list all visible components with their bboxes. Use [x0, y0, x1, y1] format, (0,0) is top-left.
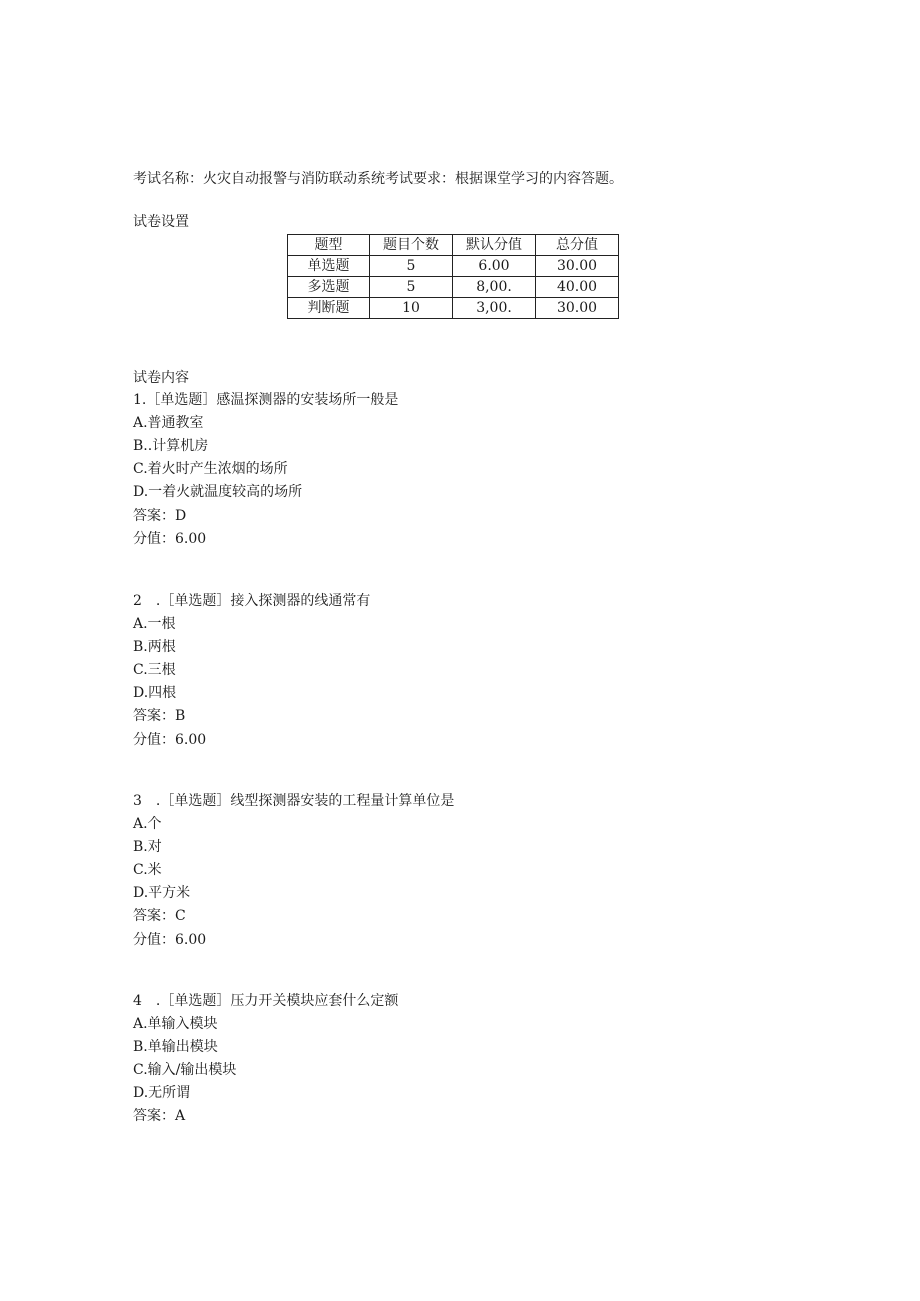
table-header-cell: 默认分值 [453, 235, 536, 256]
question-option: C.米 [133, 862, 162, 878]
table-header-cell: 总分值 [536, 235, 619, 256]
question-option: D.无所谓 [133, 1085, 191, 1101]
table-cell: 6.00 [453, 256, 536, 277]
table-row [288, 298, 619, 319]
question-option: A.个 [133, 816, 162, 832]
question-answer: 答案：B [133, 708, 186, 724]
exam-info-line: 考试名称：火灾自动报警与消防联动系统考试要求：根据课堂学习的内容答题。 [133, 171, 623, 187]
content-title: 试卷内容 [133, 370, 189, 386]
question-option: D.四根 [133, 685, 177, 701]
question-option: C.着火时产生浓烟的场所 [133, 461, 288, 477]
question-option: A.单输入模块 [133, 1016, 218, 1032]
question-option: B.对 [133, 839, 162, 855]
question-option: D.平方米 [133, 885, 191, 901]
table-cell: 10 [370, 298, 453, 319]
table-header-row [288, 235, 619, 256]
settings-table [287, 234, 619, 319]
question-title: 3 .［单选题］线型探测器安装的工程量计算单位是 [133, 793, 455, 809]
question-option: D.一着火就温度较高的场所 [133, 484, 303, 500]
settings-title: 试卷设置 [133, 214, 189, 230]
question-answer: 答案：D [133, 508, 187, 524]
table-header-cell: 题目个数 [370, 235, 453, 256]
table-cell: 30.00 [536, 256, 619, 277]
question-title: 1.［单选题］感温探测器的安装场所一般是 [133, 392, 399, 408]
question-title: 4 .［单选题］压力开关模块应套什么定额 [133, 993, 399, 1009]
table-cell: 30.00 [536, 298, 619, 319]
table-header-cell: 题型 [288, 235, 370, 256]
question-option: B.单输出模块 [133, 1039, 218, 1055]
question-score: 分值：6.00 [133, 932, 207, 948]
table-cell: 多选题 [288, 277, 370, 298]
table-row [288, 256, 619, 277]
table-cell: 判断题 [288, 298, 370, 319]
question-option: B..计算机房 [133, 438, 209, 454]
question-option: C.输入/输出模块 [133, 1062, 237, 1078]
table-cell: 5 [370, 256, 453, 277]
question-title: 2 .［单选题］接入探测器的线通常有 [133, 593, 371, 609]
question-answer: 答案：A [133, 1108, 186, 1124]
question-answer: 答案：C [133, 908, 186, 924]
question-score: 分值：6.00 [133, 531, 207, 547]
question-score: 分值：6.00 [133, 732, 207, 748]
table-cell: 8,00. [453, 277, 536, 298]
question-option: A.一根 [133, 616, 176, 632]
table-cell: 3,00. [453, 298, 536, 319]
table-row [288, 277, 619, 298]
table-cell: 40.00 [536, 277, 619, 298]
question-option: A.普通教室 [133, 415, 204, 431]
table-cell: 5 [370, 277, 453, 298]
question-option: B.两根 [133, 639, 176, 655]
table-cell: 单选题 [288, 256, 370, 277]
question-option: C.三根 [133, 662, 176, 678]
